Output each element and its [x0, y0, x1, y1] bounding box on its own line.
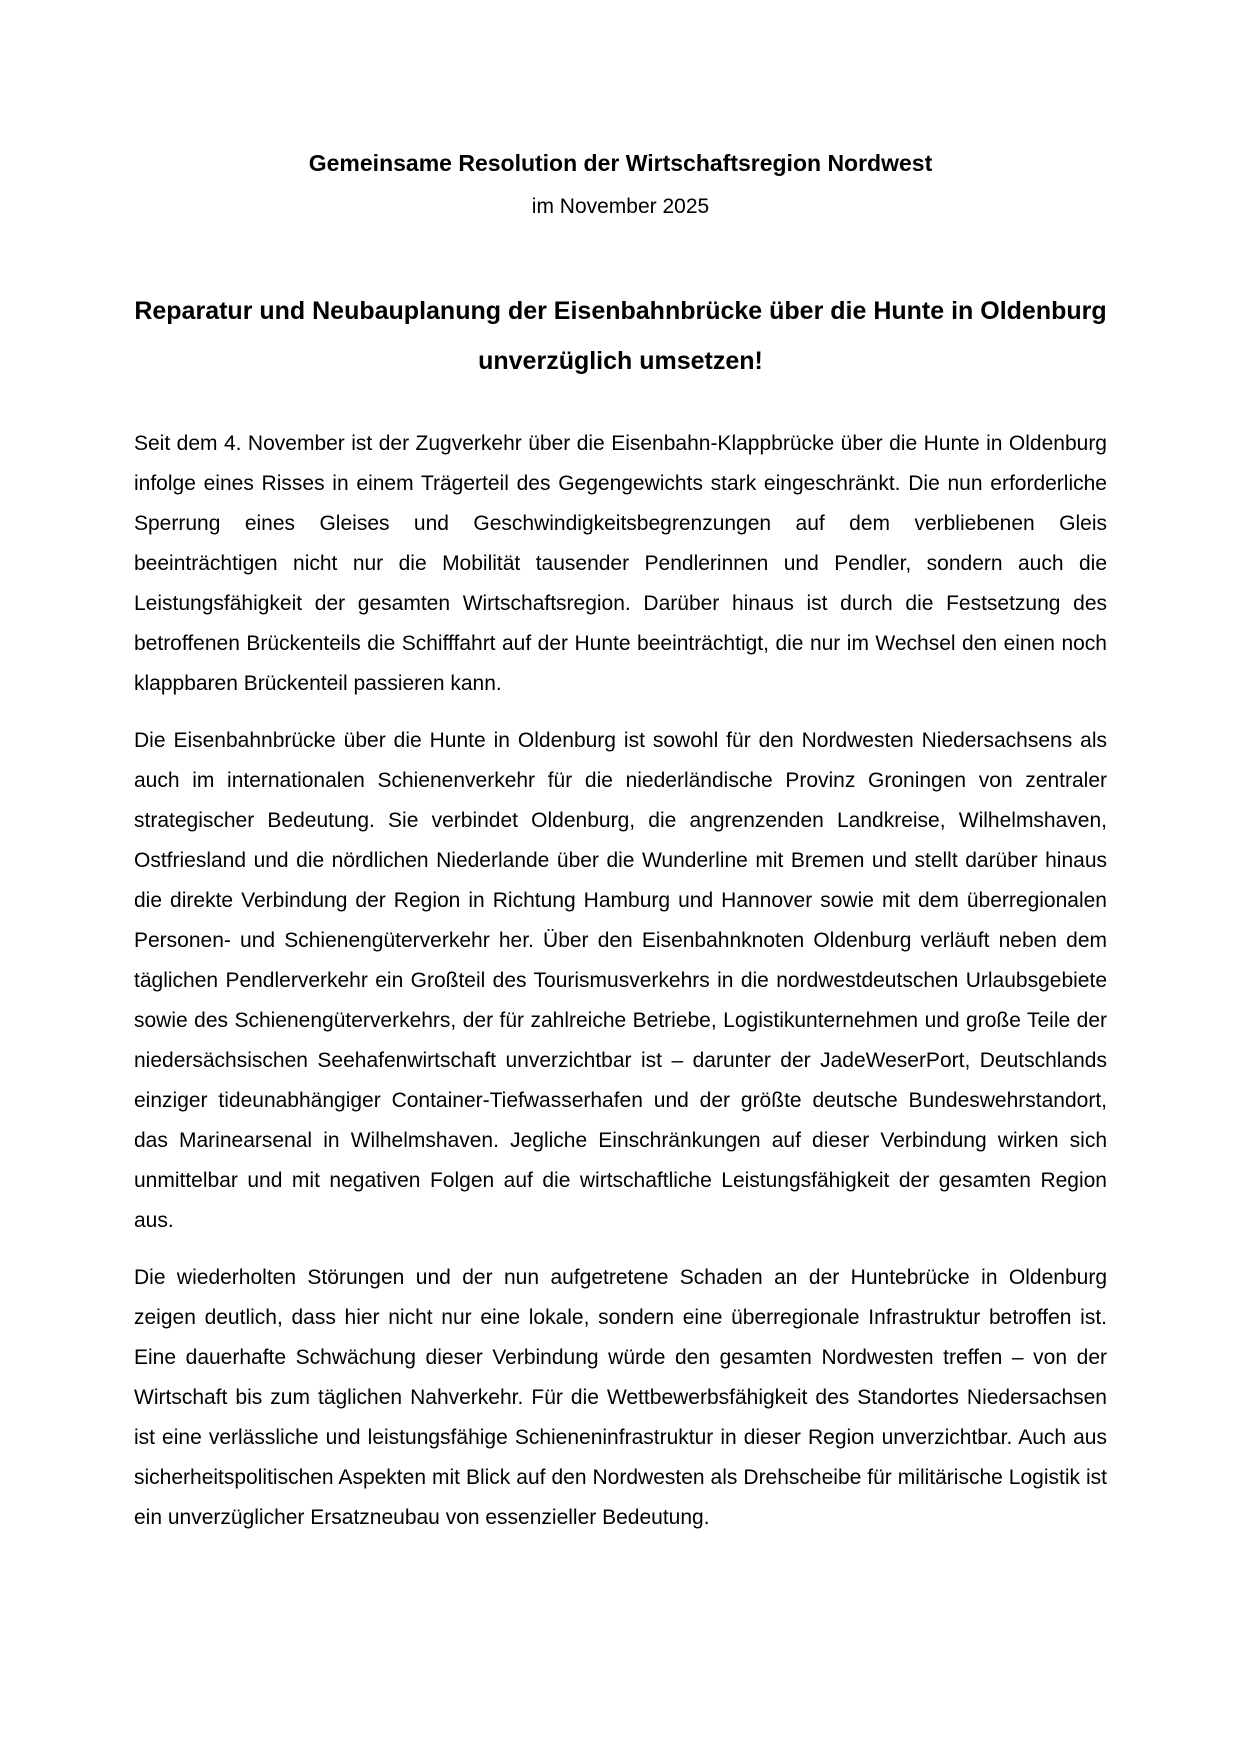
body-paragraph-1: Seit dem 4. November ist der Zugverkehr über die Eisenbahn-Klappbrücke über die Hunte in Oldenburg infolge eines Risses in einem Trägerteil des Gegengewichts stark eingeschränkt. Die nun erforderliche Sperrung eines Gleises und Geschwindigkeitsbegrenzungen auf dem verbliebenen Gleis beeinträchtigen nicht nur die Mobilität tausender Pendlerinnen und Pendler, sondern auch die Leistungsfähigkeit der gesamten Wirtschaftsregion. Darüber hinaus ist durch die Festsetzung des betroffenen Brückenteils die Schifffahrt auf der Hunte beeinträchtigt, die nur im Wechsel den einen noch klappbaren Brückenteil passieren kann.	[134, 432, 1107, 695]
document-body	[134, 424, 1107, 1538]
document-header	[134, 148, 1107, 222]
body-paragraph-2: Die Eisenbahnbrücke über die Hunte in Oldenburg ist sowohl für den Nordwesten Niedersachsens als auch im internationalen Schienenverkehr für die niederländische Provinz Groningen von zentraler strategischer Bedeutung. Sie verbindet Oldenburg, die angrenzenden Landkreise, Wilhelmshaven, Ostfriesland und die nördlichen Niederlande über die Wunderline mit Bremen und stellt darüber hinaus die direkte Verbindung der Region in Richtung Hamburg und Hannover sowie mit dem überregionalen Personen- und Schienengüterverkehr her. Über den Eisenbahnknoten Oldenburg verläuft neben dem täglichen Pendlerverkehr ein Großteil des Tourismusverkehrs in die nordwestdeutschen Urlaubsgebiete sowie des Schienengüterverkehrs, der für zahlreiche Betriebe, Logistikunternehmen und große Teile der niedersächsischen Seehafenwirtschaft unverzichtbar ist – darunter der JadeWeserPort, Deutschlands einziger tideunabhängiger Container-Tiefwasserhafen und der größte deutsche Bundeswehrstandort, das Marinearsenal in Wilhelmshaven. Jegliche Einschränkungen auf dieser Verbindung wirken sich unmittelbar und mit negativen Folgen auf die wirtschaftliche Leistungsfähigkeit der gesamten Region aus.	[134, 729, 1107, 1232]
document-date: im November 2025	[531, 195, 710, 218]
resolution-heading: Reparatur und Neubauplanung der Eisenbahnbrücke über die Hunte in Oldenburg unverzüglich umsetzen!	[134, 297, 1107, 375]
body-paragraph-3: Die wiederholten Störungen und der nun aufgetretene Schaden an der Huntebrücke in Oldenburg zeigen deutlich, dass hier nicht nur eine lokale, sondern eine überregionale Infrastruktur betroffen ist. Eine dauerhafte Schwächung dieser Verbindung würde den gesamten Nordwesten treffen – von der Wirtschaft bis zum täglichen Nahverkehr. Für die Wettbewerbsfähigkeit des Standortes Niedersachsen ist eine verlässliche und leistungsfähige Schieneninfrastruktur in dieser Region unverzichtbar. Auch aus sicherheitspolitischen Aspekten mit Blick auf den Nordwesten als Drehscheibe für militärische Logistik ist ein unverzüglicher Ersatzneubau von essenzieller Bedeutung.	[134, 1266, 1107, 1529]
document-title: Gemeinsame Resolution der Wirtschaftsregion Nordwest	[308, 150, 933, 176]
